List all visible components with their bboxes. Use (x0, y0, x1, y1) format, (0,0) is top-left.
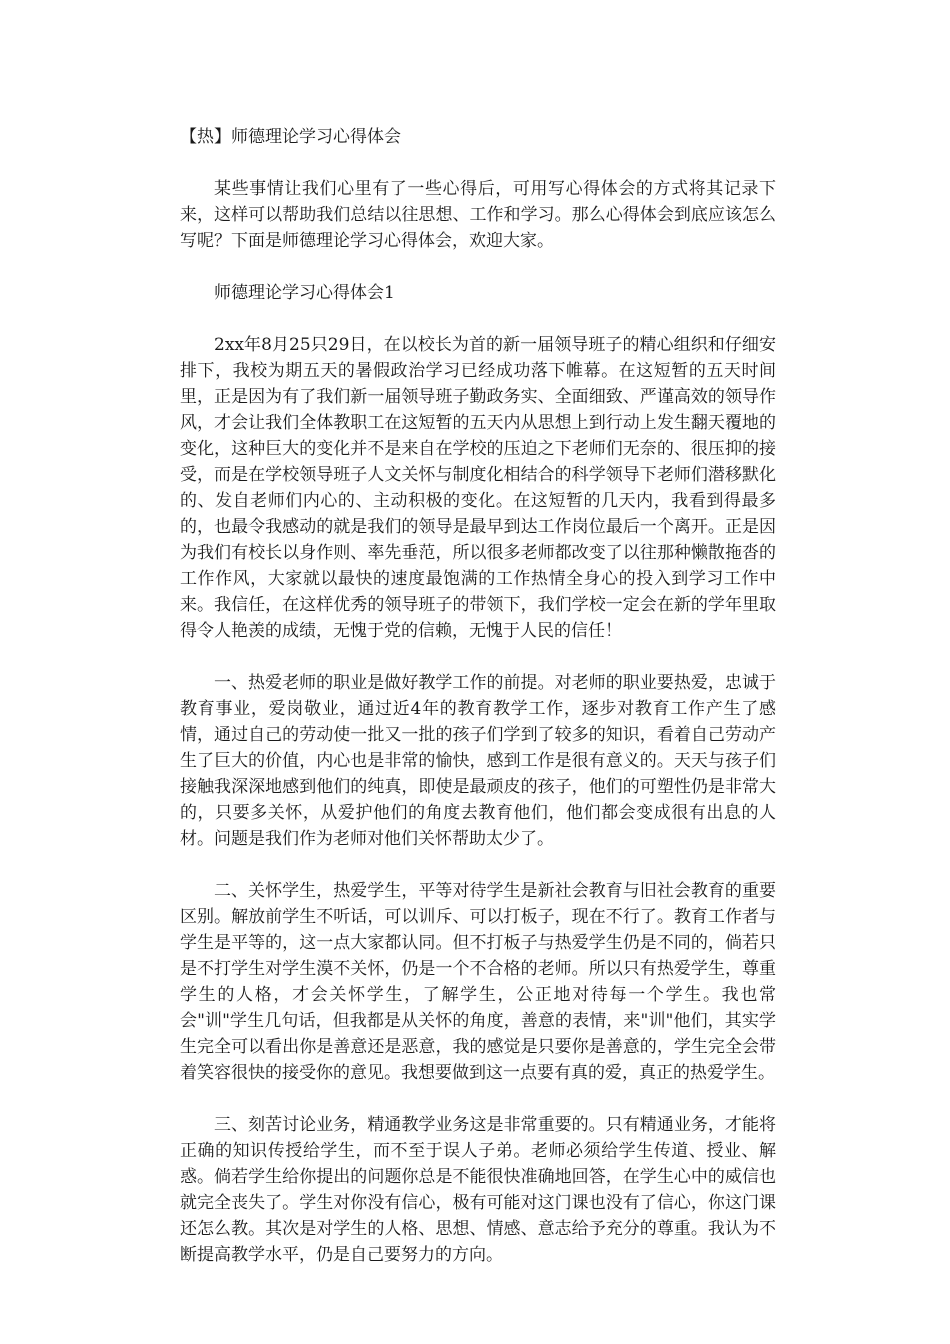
body-paragraph-1: 2xx年8月25只29日，在以校长为首的新一届领导班子的精心组织和仔细安排下，我校为期五天的暑假政治学习已经成功落下帷幕。在这短暂的五天时间里，正是因为有了我们新一届领导班子勤政务实、全面细致、严谨高效的领导作风，才会让我们全体教职工在这短暂的五天内从思想上到行动上发生翻天覆地的变化，这种巨大的变化并不是来自在学校的压迫之下老师们无奈的、很压抑的接受，而是在学校领导班子人文关怀与制度化相结合的科学领导下老师们潜移默化的、发自老师们内心的、主动积极的变化。在这短暂的几天内，我看到得最多的，也最令我感动的就是我们的领导是最早到达工作岗位最后一个离开。正是因为我们有校长以身作则、率先垂范，所以很多老师都改变了以往那种懒散拖沓的工作作风，大家就以最快的速度最饱满的工作热情全身心的投入到学习工作中来。我信任，在这样优秀的领导班子的带领下，我们学校一定会在新的学年里取得令人艳羡的成绩，无愧于党的信赖，无愧于人民的信任！ (180, 335, 776, 641)
body-paragraph-4: 三、刻苦讨论业务，精通教学业务这是非常重要的。只有精通业务，才能将正确的知识传授给学生，而不至于误人子弟。老师必须给学生传道、授业、解惑。倘若学生给你提出的问题你总是不能很快准确地回答，在学生心中的威信也就完全丧失了。学生对你没有信心，极有可能对这门课也没有了信心，你这门课还怎么教。其次是对学生的人格、思想、情感、意志给予充分的尊重。我认为不断提高教学水平，仍是自己要努力的方向。 (180, 1115, 776, 1265)
document-title: 【热】师德理论学习心得体会 (180, 127, 401, 147)
body-paragraph-3: 二、关怀学生，热爱学生，平等对待学生是新社会教育与旧社会教育的重要区别。解放前学生不听话，可以训斥、可以打板子，现在不行了。教育工作者与学生是平等的，这一点大家都认同。但不打板子与热爱学生仍是不同的，倘若只是不打学生对学生漠不关怀，仍是一个不合格的老师。所以只有热爱学生，尊重学生的人格，才会关怀学生，了解学生，公正地对待每一个学生。我也常会"训"学生几句话，但我都是从关怀的角度，善意的表情，来"训"他们，其实学生完全可以看出你是善意还是恶意，我的感觉是只要你是善意的，学生完全会带着笑容很快的接受你的意见。我想要做到这一点要有真的爱，真正的热爱学生。 (180, 881, 776, 1083)
intro-paragraph: 某些事情让我们心里有了一些心得后，可用写心得体会的方式将其记录下来，这样可以帮助我们总结以往思想、工作和学习。那么心得体会到底应该怎么写呢？下面是师德理论学习心得体会，欢迎大家。 (180, 179, 776, 251)
body-paragraph-2: 一、热爱老师的职业是做好教学工作的前提。对老师的职业要热爱，忠诚于教育事业，爱岗敬业，通过近4年的教育教学工作，逐步对教育工作产生了感情，通过自己的劳动使一批又一批的孩子们学到了较多的知识，看着自己劳动产生了巨大的价值，内心也是非常的愉快，感到工作是很有意义的。天天与孩子们接触我深深地感到他们的纯真，即使是最顽皮的孩子，他们的可塑性仍是非常大的，只要多关怀，从爱护他们的角度去教育他们，他们都会变成很有出息的人材。问题是我们作为老师对他们关怀帮助太少了。 (180, 673, 776, 849)
document-body (180, 124, 776, 1294)
section-title: 师德理论学习心得体会1 (214, 283, 395, 303)
